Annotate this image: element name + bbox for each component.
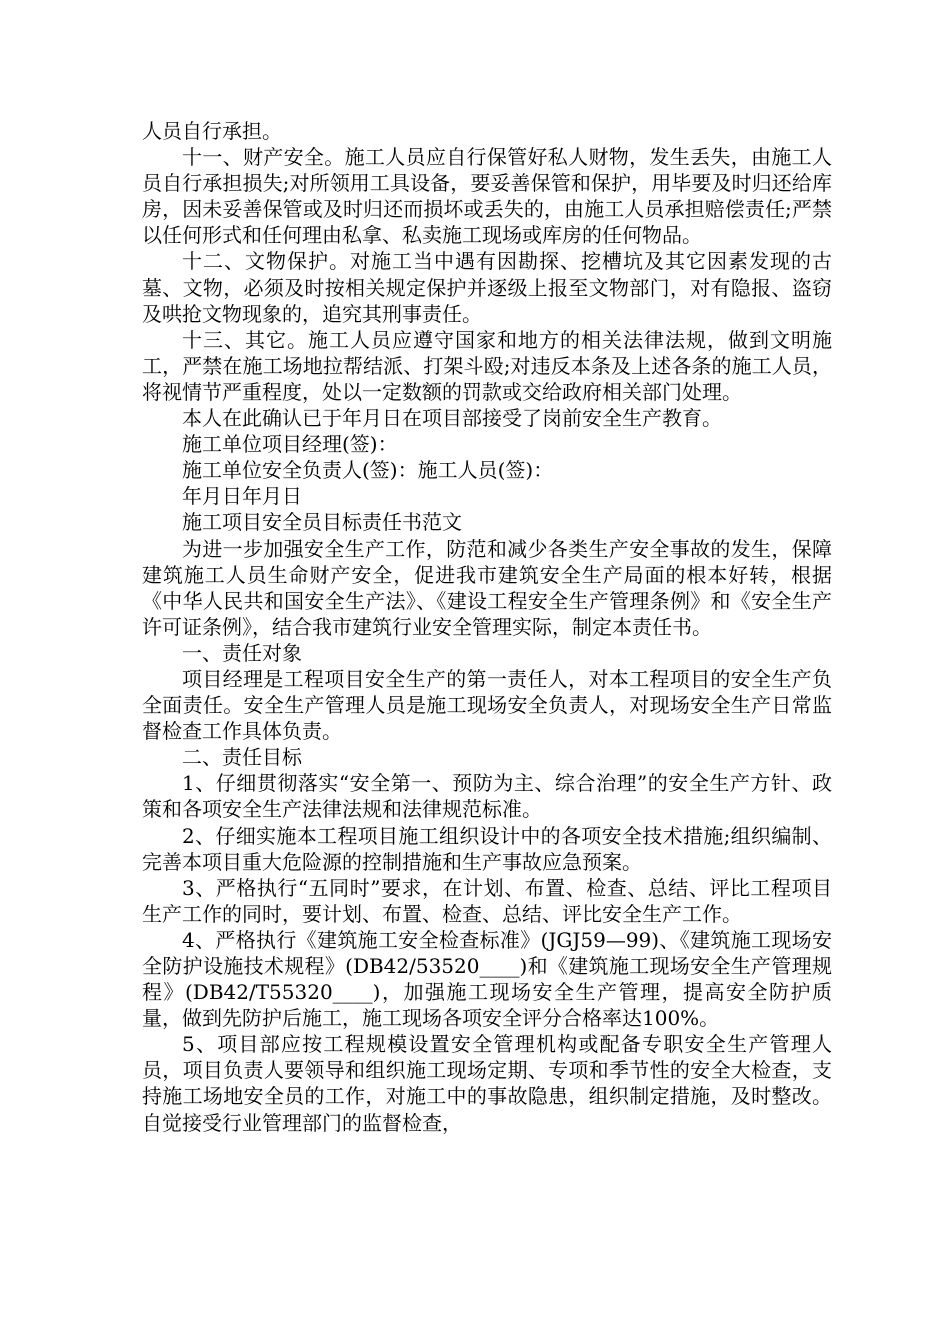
document-page (142, 118, 832, 1136)
heading-responsibility-object: 一、责任对象 (182, 640, 302, 665)
heading-responsibility-target: 二、责任目标 (182, 745, 302, 770)
paragraph-other: 十三、其它。施工人员应遵守国家和地方的相关法律法规，做到文明施工，严禁在施工场地拉帮结派、打架斗殴;对违反本条及上述各条的施工人员，将视情节严重程度，处以一定数额的罚款或交给政府相关部门处理。 (142, 327, 832, 404)
target-item-5: 5、项目部应按工程规模设置安全管理机构或配备专职安全生产管理人员，项目负责人要领导和组织施工现场定期、专项和季节性的安全大检查，支持施工场地安全员的工作，对施工中的事故隐患，组织制定措施，及时整改。自觉接受行业管理部门的监督检查， (142, 1032, 832, 1135)
signature-dates: 年月日年月日 (182, 484, 302, 509)
paragraph-intro: 为进一步加强安全生产工作，防范和减少各类生产安全事故的发生，保障建筑施工人员生命财产安全，促进我市建筑安全生产局面的根本好转，根据《中华人民共和国安全生产法》、《建设工程安全生产管理条例》和《安全生产许可证条例》，结合我市建筑行业安全管理实际，制定本责任书。 (142, 536, 832, 639)
paragraph-cultural-relics: 十二、文物保护。对施工当中遇有因勘探、挖槽坑及其它因素发现的古墓、文物，必须及时按相关规定保护并逐级上报至文物部门，对有隐报、盗窃及哄抢文物现象的，追究其刑事责任。 (142, 249, 832, 326)
paragraph-property-safety: 十一、财产安全。施工人员应自行保管好私人财物，发生丢失，由施工人员自行承担损失;对所领用工具设备，要妥善保管和保护，用毕要及时归还给库房，因未妥善保管或及时归还而损坏或丢失的，由施工人员承担赔偿责任;严禁以任何形式和任何理由私拿、私卖施工现场或库房的任何物品。 (142, 145, 832, 248)
target-item-3: 3、严格执行“五同时”要求，在计划、布置、检查、总结、评比工程项目生产工作的同时，要计划、布置、检查、总结、评比安全生产工作。 (142, 875, 832, 926)
target-item-1: 1、仔细贯彻落实“安全第一、预防为主、综合治理”的安全生产方针、政策和各项安全生产法律法规和法律规范标准。 (142, 771, 832, 822)
target-item-2: 2、仔细实施本工程项目施工组织设计中的各项安全技术措施;组织编制、完善本项目重大危险源的控制措施和生产事故应急预案。 (142, 823, 832, 874)
paragraph-1: 人员自行承担。 (142, 119, 282, 143)
signature-safety-officer: 施工单位安全负责人(签)：施工人员(签)： (182, 458, 554, 483)
section-title: 施工项目安全员目标责任书范文 (182, 510, 462, 535)
paragraph-confirmation: 本人在此确认已于年月日在项目部接受了岗前安全生产教育。 (182, 406, 722, 431)
target-item-4: 4、严格执行《建筑施工安全检查标准》(JGJ59—99)、《建筑施工现场安全防护设施技术规程》(DB42/53520____)和《建筑施工现场安全生产管理规程》(DB42/T55320____)，加强施工现场安全生产管理，提高安全防护质量，做到先防护后施工，施工现场各项安全评分合格率达100%。 (142, 927, 832, 1031)
paragraph-responsibility-object: 项目经理是工程项目安全生产的第一责任人，对本工程项目的安全生产负全面责任。安全生产管理人员是施工现场安全负责人，对现场安全生产日常监督检查工作具体负责。 (142, 666, 832, 744)
signature-project-manager: 施工单位项目经理(签)： (182, 432, 398, 457)
